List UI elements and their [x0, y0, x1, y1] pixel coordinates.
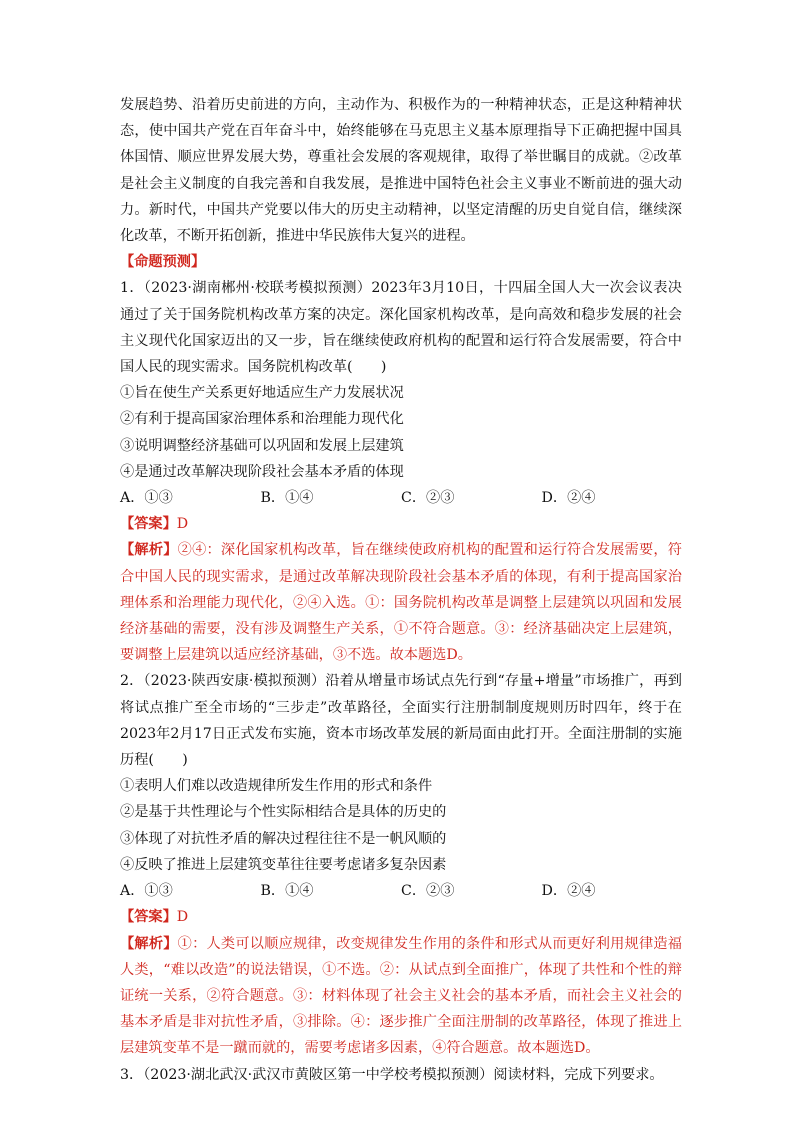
question-1	[120, 275, 682, 668]
question-stem: 2．（2023·陕西安康·模拟预测）沿着从增量市场试点先行到“存量+增量”市场推广，再到将试点推广至全市场的“三步走”改革路径，全面实行注册制制度规则历时四年，终于在2023年2月17日正式发布实施，资本市场改革发展的新局面由此打开。全面注册制的实施历程( )	[120, 673, 682, 769]
answer-tag: 【答案】	[120, 516, 177, 533]
answer-line	[120, 511, 682, 537]
choice-c: C．②③	[401, 490, 455, 507]
analysis-text: ①：人类可以顺应规律，改变规律发生作用的条件和形式从而更好利用规律造福人类，“难以改造”的说法错误，①不选。②：从试点到全面推广，体现了共性和个性的辩证统一关系，②符合题意。③：材料体现了社会主义社会的基本矛盾，而社会主义社会的基本矛盾是非对抗性矛盾，③排除。④：逐步推广全面注册制的改革路径，体现了推进上层建筑变革不是一蹴而就的，需要考虑诸多因素，④符合题意。故本题选D。	[120, 935, 682, 1057]
analysis-tag: 【解析】	[120, 542, 178, 559]
question-stem: 3．（2023·湖北武汉·武汉市黄陂区第一中学校考模拟预测）阅读材料，完成下列要求。	[120, 1066, 664, 1083]
intro-paragraph: 发展趋势、沿着历史前进的方向，主动作为、积极作为的一种精神状态，正是这种精神状态，使中国共产党在百年奋斗中，始终能够在马克思主义基本原理指导下正确把握中国具体国情、顺应世界发展大势，尊重社会发展的客观规律，取得了举世瞩目的成就。②改革是社会主义制度的自我完善和自我发展，是推进中国特色社会主义事业不断前进的强大动力。新时代，中国共产党要以伟大的历史主动精神，以坚定清醒的历史自觉自信，继续深化改革，不断开拓创新，推进中华民族伟大复兴的进程。	[120, 97, 682, 245]
question-option: ④是通过改革解决现阶段社会基本矛盾的体现	[120, 463, 404, 480]
answer-line	[120, 904, 682, 930]
analysis-paragraph	[120, 537, 682, 668]
answer-value: D	[176, 909, 189, 926]
choice-d: D．②④	[541, 883, 596, 900]
question-stem: 1．（2023·湖南郴州·校联考模拟预测）2023年3月10日，十四届全国人大一次会议表决通过了关于国务院机构改革方案的决定。深化国家机构改革，是向高效和稳步发展的社会主义现代化国家迈出的又一步，旨在继续使政府机构的配置和运行符合发展需要，符合中国人民的现实需求。国务院机构改革( )	[120, 280, 682, 376]
choice-d: D．②④	[541, 490, 596, 507]
choice-a: A．①③	[120, 490, 173, 507]
choice-row	[120, 878, 682, 904]
question-3	[120, 1062, 682, 1088]
question-option: ④反映了推进上层建筑变革往往要考虑诸多复杂因素	[120, 856, 447, 873]
analysis-paragraph	[120, 931, 682, 1062]
choice-b: B．①④	[260, 883, 314, 900]
section-heading: 【命题预测】	[120, 254, 206, 271]
choice-b: B．①④	[260, 490, 314, 507]
answer-value: D	[176, 516, 189, 533]
choice-a: A．①③	[120, 883, 173, 900]
question-option: ①表明人们难以改造规律所发生作用的形式和条件	[120, 778, 433, 795]
question-option: ③体现了对抗性矛盾的解决过程往往不是一帆风顺的	[120, 830, 447, 847]
answer-tag: 【答案】	[120, 909, 177, 926]
question-option: ②是基于共性理论与个性实际相结合是具体的历史的	[120, 804, 447, 821]
question-option: ②有利于提高国家治理体系和治理能力现代化	[120, 411, 404, 428]
question-option: ③说明调整经济基础可以巩固和发展上层建筑	[120, 437, 404, 454]
question-option: ①旨在使生产关系更好地适应生产力发展状况	[120, 385, 404, 402]
analysis-text: ②④：深化国家机构改革，旨在继续使政府机构的配置和运行符合发展需要，符合中国人民的现实需求，是通过改革解决现阶段社会基本矛盾的体现，有利于提高国家治理体系和治理能力现代化，②④入选。①：国务院机构改革是调整上层建筑以巩固和发展经济基础的需要，没有涉及调整生产关系，①不符合题意。③：经济基础决定上层建筑，要调整上层建筑以适应经济基础，③不选。故本题选D。	[120, 542, 682, 664]
choice-row	[120, 485, 682, 511]
page-content	[120, 92, 682, 1088]
question-2	[120, 668, 682, 1061]
choice-c: C．②③	[401, 883, 455, 900]
analysis-tag: 【解析】	[120, 935, 178, 952]
